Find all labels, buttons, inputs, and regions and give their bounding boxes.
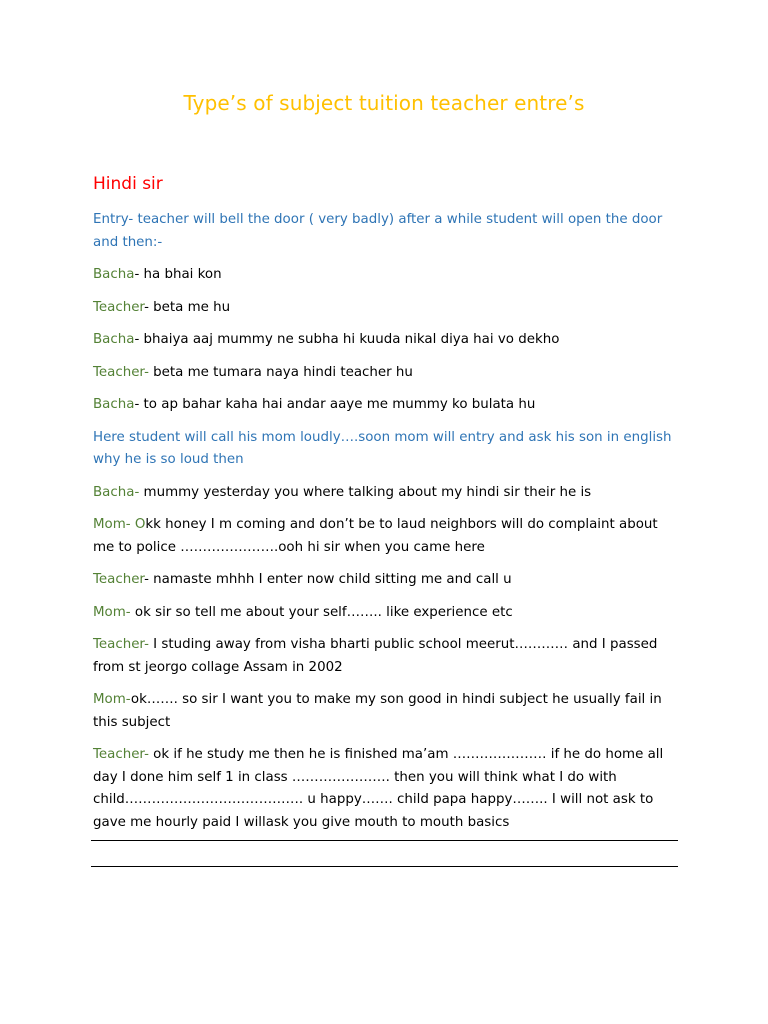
paragraph-text: I studing away from visha bharti public school meerut………… and I passed from st jeorgo collage Assam in 2002 xyxy=(93,637,658,675)
dialogue-line xyxy=(93,689,683,734)
paragraph-text: Here student will call his mom loudly….soon mom will entry and ask his son in english why he is so loud then xyxy=(93,429,672,467)
horizontal-rule xyxy=(91,866,678,867)
stage-direction-paragraph xyxy=(93,427,683,472)
dialogue-line xyxy=(93,264,683,287)
paragraph-text: - ha bhai kon xyxy=(134,267,222,282)
dialogue-line xyxy=(93,394,683,417)
dialogue-line xyxy=(93,569,683,592)
speaker-label: Bacha xyxy=(93,397,135,412)
paragraph-text: ok……. so sir I want you to make my son good in hindi subject he usually fail in this subject xyxy=(93,692,662,730)
speaker-label: Teacher- xyxy=(93,747,154,762)
stage-direction-paragraph xyxy=(93,209,683,254)
paragraph-text: mummy yesterday you where talking about my hindi sir their he is xyxy=(143,484,592,500)
paragraph-text: - namaste mhhh I enter now child sitting me and call u xyxy=(144,572,512,587)
paragraph-text: - beta me hu xyxy=(144,299,231,315)
speaker-label: Mom- xyxy=(93,692,131,707)
speaker-label: Mom- xyxy=(93,604,135,620)
section-heading: Hindi sir xyxy=(93,174,163,194)
dialogue-line xyxy=(93,297,683,320)
paragraph-text: Entry- teacher will bell the door ( very badly) after a while student will open the door and then:- xyxy=(93,212,663,250)
paragraph-text: kk honey I m coming and don’t be to laud neighbors will do complaint about me to police ………………….ooh hi sir when you came here xyxy=(93,517,658,555)
speaker-label: Bacha xyxy=(93,332,135,347)
dialogue-line xyxy=(93,482,683,505)
paragraph-text: - bhaiya aaj mummy ne subha hi kuuda nikal diya hai vo dekho xyxy=(134,332,560,347)
speaker-label: Mom- O xyxy=(93,517,146,532)
paragraph-text: ok sir so tell me about your self…….. like experience etc xyxy=(134,604,513,620)
paragraph-text: ok if he study me then he is finished ma’am ………………… if he do home all day I done him self 1 in class …………………. then you will think what I do with child…………………………………. u happy……. child papa happy…….. I will not ask to gave me hourly paid I willask you give mouth to mouth basics xyxy=(93,747,664,830)
horizontal-rule xyxy=(91,840,678,841)
speaker-label: Teacher- xyxy=(93,364,154,380)
dialogue-line xyxy=(93,362,683,385)
dialogue-line xyxy=(93,329,683,352)
dialogue-line xyxy=(93,744,683,834)
dialogue-line xyxy=(93,602,683,625)
speaker-label: Teacher xyxy=(93,572,145,587)
speaker-label: Teacher- xyxy=(93,637,154,652)
paragraph-text: - to ap bahar kaha hai andar aaye me mummy ko bulata hu xyxy=(134,397,536,412)
dialogue-line xyxy=(93,514,683,559)
document-title: Type’s of subject tuition teacher entre’s xyxy=(183,91,585,115)
paragraph-text: beta me tumara naya hindi teacher hu xyxy=(153,364,413,380)
document-body xyxy=(93,209,683,844)
speaker-label: Teacher xyxy=(93,299,145,315)
speaker-label: Bacha- xyxy=(93,484,144,500)
speaker-label: Bacha xyxy=(93,267,135,282)
dialogue-line xyxy=(93,634,683,679)
